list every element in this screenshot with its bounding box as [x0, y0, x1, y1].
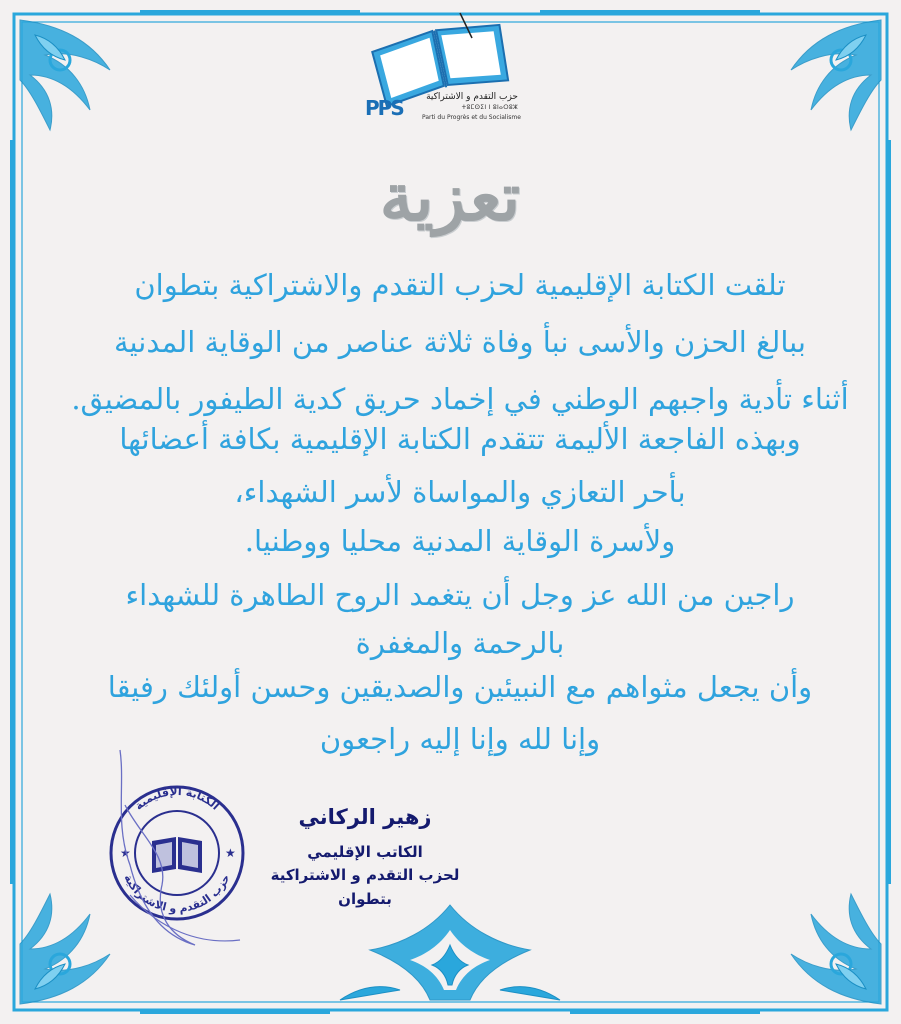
logo-amazigh-name: ⵜⵓⵎⵙⵉⵏ ⵏ ⵓⵏⴰⵔⵓⵣ	[461, 104, 518, 111]
svg-text:الكتابة الإقليمية	[132, 785, 222, 813]
signatory-city: بتطوان	[338, 890, 392, 908]
signatory-role: الكاتب الإقليمي	[307, 843, 423, 861]
logo-arabic-name: حزب التقدم و الاشتراكية	[426, 92, 518, 102]
body-line-2: ببالغ الحزن والأسى نبأ وفاة ثلاثة عناصر من الوقاية المدنية	[114, 325, 806, 359]
body-line-7: راجين من الله عز وجل أن يتغمد الروح الطاهرة للشهداء	[125, 578, 795, 612]
bottom-center-ornament	[340, 905, 560, 1000]
body-line-1: تلقت الكتابة الإقليمية لحزب التقدم والاشتراكية بتطوان	[134, 268, 786, 302]
corner-ornament-top-right	[791, 20, 881, 130]
logo-pps-mark: PPS	[365, 96, 403, 120]
signatory-party: لحزب التقدم و الاشتراكية	[270, 866, 460, 884]
body-line-3: أثناء تأدية واجبهم الوطني في إخماد حريق كدية الطيفور بالمضيق.	[71, 382, 849, 416]
body-line-5: بأحر التعازي والمواساة لأسر الشهداء،	[234, 475, 686, 509]
body-line-9: وأن يجعل مثواهم مع النبيئين والصديقين وحسن أولئك رفيقا	[107, 670, 813, 704]
signatory-name: زهير الركاني	[298, 805, 432, 829]
body-line-8: بالرحمة والمغفرة	[355, 626, 565, 660]
body-line-6: ولأسرة الوقاية المدنية محليا ووطنيا.	[244, 524, 676, 558]
official-stamp-icon	[100, 745, 250, 955]
svg-text:حزب التقدم و الاشتراكية	[121, 872, 232, 915]
svg-text:★: ★	[225, 846, 236, 860]
body-line-4: وبهذه الفاجعة الأليمة تتقدم الكتابة الإقليمية بكافة أعضائها	[119, 422, 801, 456]
page-title: تعزية	[379, 158, 521, 236]
corner-ornament-bottom-left	[20, 894, 110, 1004]
corner-ornament-top-left	[20, 20, 110, 130]
logo-french-name: Parti du Progrès et du Socialisme	[422, 114, 521, 121]
corner-ornament-bottom-right	[791, 894, 881, 1004]
stamp-top-text: الكتابة الإقليمية	[132, 784, 222, 813]
stamp-bottom-text: حزب التقدم و الاشتراكية	[121, 872, 233, 916]
body-line-10: وإنا لله وإنا إليه راجعون	[319, 722, 601, 756]
svg-text:★: ★	[120, 846, 131, 860]
